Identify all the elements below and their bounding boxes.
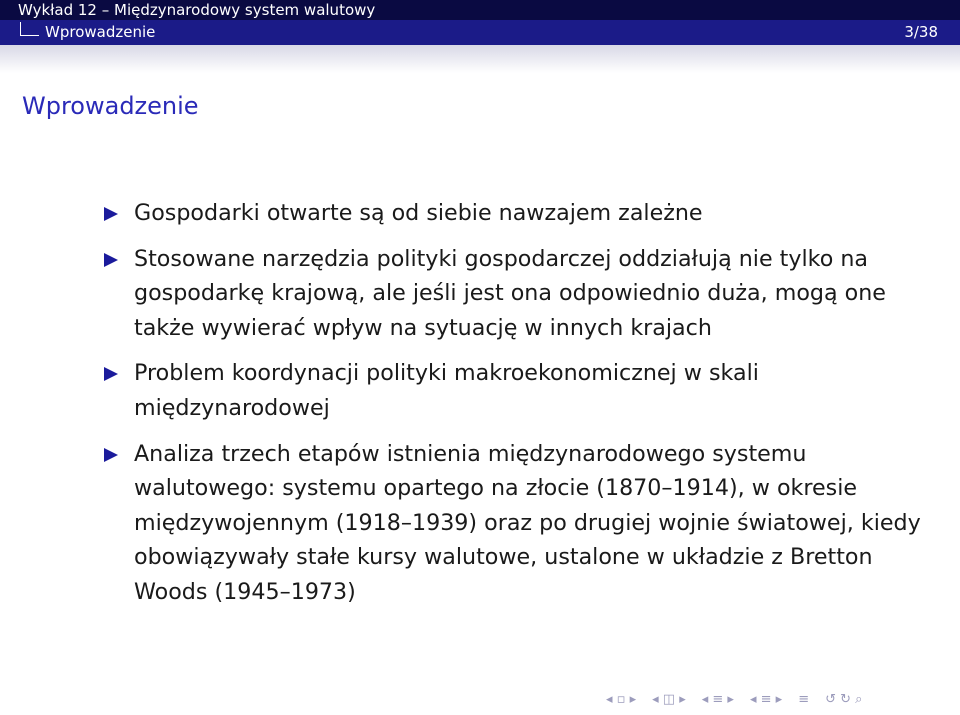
frame-title: Wprowadzenie	[22, 92, 199, 120]
section-hook-icon	[20, 22, 39, 36]
nav-frame-icon[interactable]: ◂ ◫ ▸	[652, 692, 686, 707]
bullet-item	[104, 356, 924, 425]
page-counter: 3/38	[904, 23, 938, 41]
bullet-text: Gospodarki otwarte są od siebie nawzajem zależne	[134, 200, 703, 226]
bullet-text: Analiza trzech etapów istnienia międzynarodowego systemu walutowego: systemu opartego na złocie (1870–1914), w okresie międzywojennym (1918–1939) oraz po drugiej wojnie światowej, kiedy obowiązywały stałe kursy walutowe, ustalone w układzie z Bretton Woods (1945–1973)	[134, 440, 921, 605]
navigation-bar	[606, 688, 864, 712]
bullet-list	[104, 196, 924, 610]
bullet-item	[104, 196, 924, 231]
lecture-title[interactable]: Wykład 12 – Międzynarodowy system walutowy	[18, 1, 376, 19]
bullet-triangle-icon	[104, 253, 118, 267]
bullet-triangle-icon	[104, 367, 118, 381]
section-title[interactable]: Wprowadzenie	[45, 23, 156, 41]
bullet-item	[104, 437, 924, 610]
bullet-triangle-icon	[104, 448, 118, 462]
header-section-row	[0, 20, 960, 45]
header-shadow	[0, 45, 960, 73]
nav-search-icon[interactable]: ↺ ↻ ⌕	[825, 692, 863, 707]
nav-align-icon[interactable]: ≡	[798, 692, 810, 707]
nav-section-icon[interactable]: ◂ ≡ ▸	[749, 692, 783, 707]
nav-frame-left-icon[interactable]: ◂ ▫ ▸	[606, 692, 637, 707]
bullet-text: Stosowane narzędzia polityki gospodarczej oddziałują nie tylko na gospodarkę krajową, ale jeśli jest ona odpowiednio duża, mogą one także wywierać wpływ na sytuację w innych krajach	[134, 245, 886, 341]
bullet-triangle-icon	[104, 207, 118, 221]
header-top-row	[0, 0, 960, 20]
bullet-text: Problem koordynacji polityki makroekonomicznej w skali międzynarodowej	[134, 360, 759, 421]
bullet-item	[104, 242, 924, 346]
nav-subsection-icon[interactable]: ◂ ≡ ▸	[701, 692, 734, 707]
